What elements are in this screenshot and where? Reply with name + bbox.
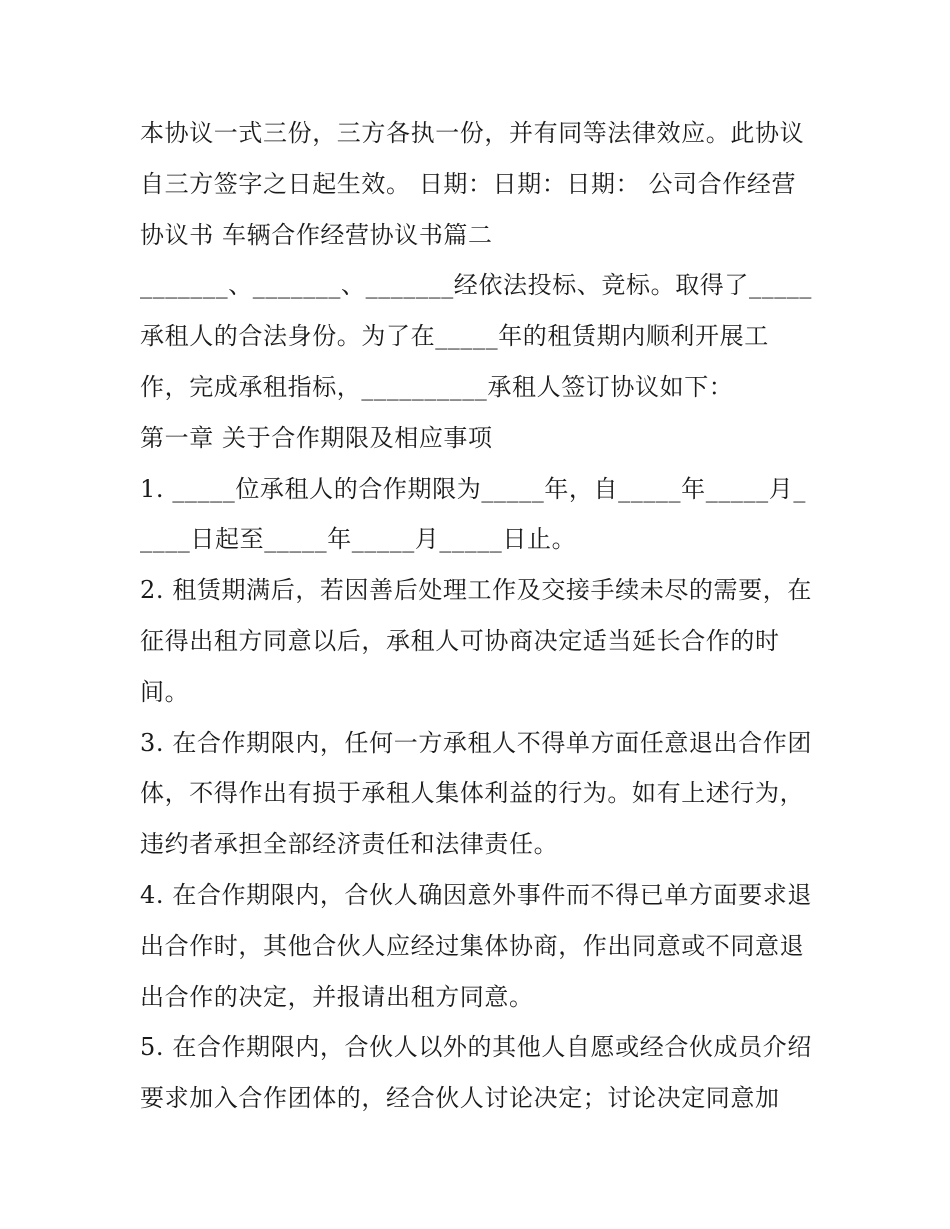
clause-4: 4. 在合作期限内，合伙人确因意外事件而不得已单方面要求退出合作时，其他合伙人应经过集体协商，作出同意或不同意退出合作的决定，并报请出租方同意。 [140, 880, 812, 1011]
paragraph-preamble: _______、_______、_______经依法投标、竞标。取得了_____承租人的合法身份。为了在_____年的租赁期内顺利开展工作，完成承租指标，__________承租人签订协议如下： [140, 271, 812, 401]
clause-3: 3. 在合作期限内，任何一方承租人不得单方面任意退出合作团体，不得作出有损于承租人集体利益的行为。如有上述行为，违约者承担全部经济责任和法律责任。 [140, 728, 812, 859]
clause-2: 2. 租赁期满后，若因善后处理工作及交接手续未尽的需要，在征得出租方同意以后，承租人可协商决定适当延长合作的时间。 [140, 576, 812, 706]
chapter-heading: 第一章 关于合作期限及相应事项 [140, 423, 493, 452]
clause-5: 5. 在合作期限内，合伙人以外的其他人自愿或经合伙成员介绍要求加入合作团体的，经合伙人讨论决定；讨论决定同意加 [140, 1033, 812, 1113]
paragraph-closing-clause: 本协议一式三份，三方各执一份，并有同等法律效应。此协议自三方签字之日起生效。 日期：日期：日期： 公司合作经营协议书 车辆合作经营协议书篇二 [140, 119, 805, 249]
document-page [140, 108, 815, 1124]
clause-1: 1. _____位承租人的合作期限为_____年，自_____年_____月_____日起至_____年_____月_____日止。 [140, 474, 806, 554]
